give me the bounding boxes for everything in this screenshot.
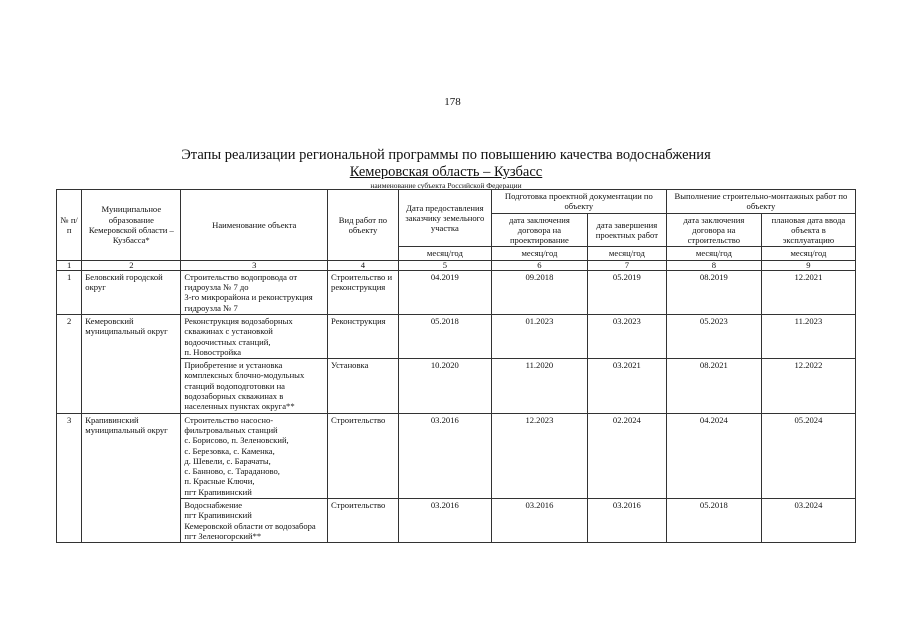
- land-date-cell: 03.2016: [398, 499, 491, 543]
- region-name: [56, 164, 836, 181]
- header-row-1: [57, 190, 856, 214]
- column-number-row: [57, 260, 856, 270]
- header-num: № п/п: [57, 190, 82, 261]
- design-contract-cell: 09.2018: [491, 270, 587, 314]
- header-object: Наименование объекта: [181, 190, 328, 261]
- header-construction-contract: дата заключения договора на строительство: [666, 213, 761, 247]
- municipality-cell: Кемеровский муниципальный округ: [82, 314, 181, 413]
- land-date-cell: 04.2019: [398, 270, 491, 314]
- region-caption: наименование субъекта Российской Федерации: [370, 181, 522, 190]
- region-name-text: Кемеровская область – Кузбасс: [349, 164, 543, 180]
- commissioning-cell: 11.2023: [761, 314, 855, 358]
- design-complete-cell: 03.2016: [587, 499, 666, 543]
- design-complete-cell: 05.2019: [587, 270, 666, 314]
- object-cell: Приобретение и установка комплексных блочно-модульных станций водоподготовки на водозаборных скважинах в населенных пунктах округа**: [181, 359, 328, 413]
- municipality-cell: Беловский городской округ: [82, 270, 181, 314]
- work-type-cell: Строительство и реконструкция: [328, 270, 399, 314]
- land-date-cell: 03.2016: [398, 413, 491, 498]
- header-design-complete: дата завершения проектных работ: [587, 213, 666, 247]
- commissioning-cell: 12.2022: [761, 359, 855, 413]
- unit-cell: месяц/год: [491, 247, 587, 260]
- design-contract-cell: 12.2023: [491, 413, 587, 498]
- land-date-cell: 10.2020: [398, 359, 491, 413]
- construction-contract-cell: 04.2024: [666, 413, 761, 498]
- land-date-cell: 05.2018: [398, 314, 491, 358]
- stages-table: [56, 189, 856, 543]
- design-complete-cell: 03.2021: [587, 359, 666, 413]
- row-number: 2: [57, 314, 82, 413]
- row-number: 3: [57, 413, 82, 543]
- object-cell: Строительство насосно-фильтровальных станций с. Борисово, п. Зеленовский, с. Березовка, с. Каменка, д. Шевели, с. Барачаты, с. Банново, с. Тараданово, п. Красные Ключи, пгт Крапивинский: [181, 413, 328, 498]
- column-number: 5: [398, 260, 491, 270]
- work-type-cell: Строительство: [328, 413, 399, 498]
- commissioning-cell: 12.2021: [761, 270, 855, 314]
- object-cell: Реконструкция водозаборных скважинах с установкой водоочистных станций, п. Новостройка: [181, 314, 328, 358]
- column-number: 9: [761, 260, 855, 270]
- document-title: Этапы реализации региональной программы по повышению качества водоснабжения: [181, 147, 711, 163]
- commissioning-cell: 05.2024: [761, 413, 855, 498]
- header-land-date: Дата предоставления заказчику земельного участка: [398, 190, 491, 247]
- construction-contract-cell: 08.2021: [666, 359, 761, 413]
- unit-cell: месяц/год: [398, 247, 491, 260]
- commissioning-cell: 03.2024: [761, 499, 855, 543]
- column-number: 3: [181, 260, 328, 270]
- column-number: 6: [491, 260, 587, 270]
- column-number: 1: [57, 260, 82, 270]
- row-number: 1: [57, 270, 82, 314]
- unit-cell: месяц/год: [761, 247, 855, 260]
- header-construction-group: Выполнение строительно-монтажных работ по объекту: [666, 190, 855, 214]
- work-type-cell: Реконструкция: [328, 314, 399, 358]
- design-complete-cell: 02.2024: [587, 413, 666, 498]
- table-body: [57, 260, 856, 542]
- design-complete-cell: 03.2023: [587, 314, 666, 358]
- column-number: 8: [666, 260, 761, 270]
- table-row: [57, 270, 856, 314]
- table-row: [57, 314, 856, 358]
- unit-cell: месяц/год: [587, 247, 666, 260]
- design-contract-cell: 03.2016: [491, 499, 587, 543]
- municipality-cell: Крапивинский муниципальный округ: [82, 413, 181, 543]
- header-municipality: Муниципальное образование Кемеровской области – Кузбасса*: [82, 190, 181, 261]
- header-work-type: Вид работ по объекту: [328, 190, 399, 261]
- work-type-cell: Установка: [328, 359, 399, 413]
- table-row: [57, 413, 856, 498]
- construction-contract-cell: 08.2019: [666, 270, 761, 314]
- work-type-cell: Строительство: [328, 499, 399, 543]
- page-number: 178: [444, 96, 461, 108]
- column-number: 4: [328, 260, 399, 270]
- object-cell: Строительство водопровода от гидроузла № 7 до 3-го микрорайона и реконструкция гидроузла № 7: [181, 270, 328, 314]
- design-contract-cell: 11.2020: [491, 359, 587, 413]
- design-contract-cell: 01.2023: [491, 314, 587, 358]
- construction-contract-cell: 05.2023: [666, 314, 761, 358]
- header-design-contract: дата заключения договора на проектирование: [491, 213, 587, 247]
- header-commissioning: плановая дата ввода объекта в эксплуатацию: [761, 213, 855, 247]
- object-cell: Водоснабжение пгт Крапивинский Кемеровской области от водозабора пгт Зеленогорский**: [181, 499, 328, 543]
- unit-cell: месяц/год: [666, 247, 761, 260]
- header-design-group: Подготовка проектной документации по объекту: [491, 190, 666, 214]
- column-number: 2: [82, 260, 181, 270]
- construction-contract-cell: 05.2018: [666, 499, 761, 543]
- column-number: 7: [587, 260, 666, 270]
